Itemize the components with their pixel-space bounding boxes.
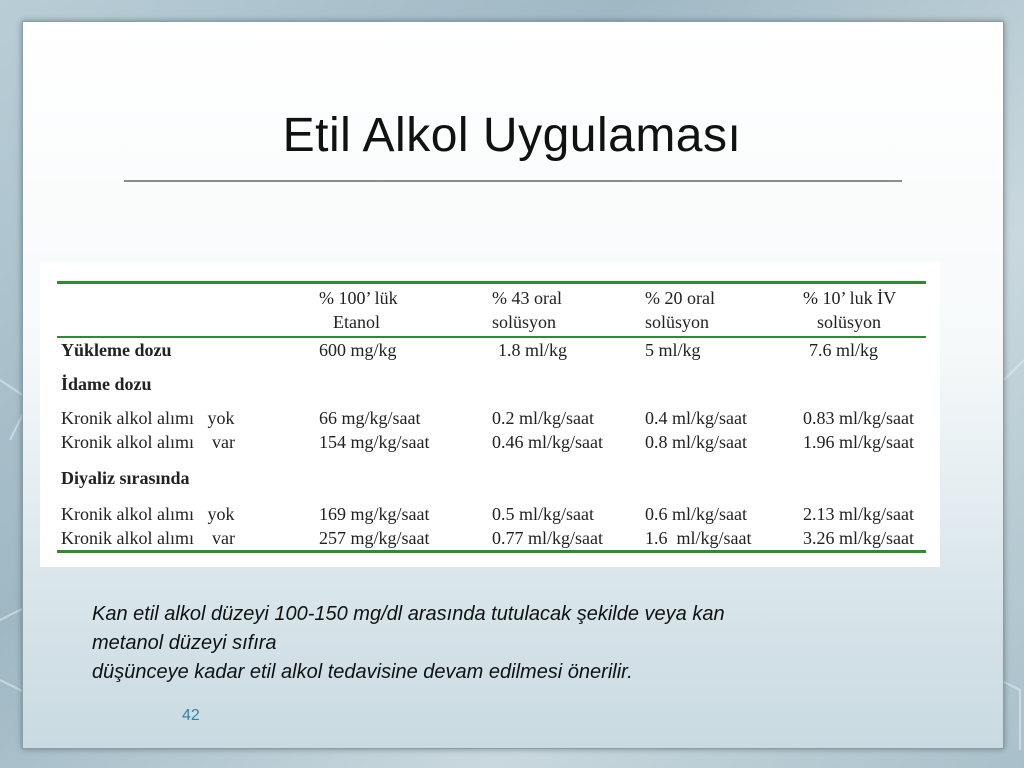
cell-value: 0.8 ml/kg/saat: [645, 432, 747, 452]
table-row: [57, 502, 926, 526]
table-row: [57, 406, 926, 430]
cell-value: 5 ml/kg: [645, 340, 701, 360]
cell-value: 0.2 ml/kg/saat: [492, 408, 594, 428]
cell-value: 0.6 ml/kg/saat: [645, 504, 747, 524]
header-cell-oral43: [488, 283, 641, 338]
cell-value: 1.8 ml/kg: [498, 340, 568, 360]
cell-value: 1.6 ml/kg/saat: [645, 528, 752, 548]
cell-value: 0.77 ml/kg/saat: [492, 528, 603, 548]
row-label: Kronik alkol alımı var: [61, 432, 235, 452]
header-line: % 100’ lük: [319, 288, 398, 308]
row-label: Yükleme dozu: [61, 340, 172, 360]
note-line: Kan etil alkol düzeyi 100-150 mg/dl arasında tutulacak şekilde veya kan: [92, 603, 725, 625]
cell-value: 3.26 ml/kg/saat: [803, 528, 914, 548]
header-line: % 10’ luk İV: [803, 288, 897, 308]
cell-value: 66 mg/kg/saat: [319, 408, 421, 428]
header-line: Etanol: [333, 312, 380, 332]
section-label: İdame dozu: [61, 374, 152, 394]
note-line: düşünceye kadar etil alkol tedavisine devam edilmesi önerilir.: [92, 661, 633, 683]
header-cell-etanol: [315, 283, 488, 338]
cell-value: 2.13 ml/kg/saat: [803, 504, 914, 524]
table-row-yukleme: [57, 337, 926, 362]
cell-value: 154 mg/kg/saat: [319, 432, 430, 452]
header-cell-oral20: [641, 283, 799, 338]
header-line: solüsyon: [492, 312, 557, 332]
row-label: Kronik alkol alımı yok: [61, 408, 235, 428]
note-line: metanol düzeyi sıfıra: [92, 632, 277, 654]
header-cell-iv10: [799, 283, 926, 338]
header-line: % 20 oral: [645, 288, 715, 308]
title-divider: [124, 180, 902, 182]
recommendation-note: [92, 600, 932, 687]
cell-value: 600 mg/kg: [319, 340, 397, 360]
row-label: Kronik alkol alımı var: [61, 528, 235, 548]
header-line: solüsyon: [645, 312, 710, 332]
cell-value: 0.5 ml/kg/saat: [492, 504, 594, 524]
slide-title: Etil Alkol Uygulaması: [282, 109, 742, 162]
page-number: 42: [182, 707, 200, 724]
cell-value: 0.83 ml/kg/saat: [803, 408, 914, 428]
cell-value: 0.4 ml/kg/saat: [645, 408, 747, 428]
table-row: [57, 430, 926, 454]
cell-value: 7.6 ml/kg: [809, 340, 879, 360]
header-line: % 43 oral: [492, 288, 562, 308]
cell-value: 169 mg/kg/saat: [319, 504, 430, 524]
cell-value: 257 mg/kg/saat: [319, 528, 430, 548]
header-cell-empty: [57, 283, 315, 338]
table-panel: [40, 262, 940, 567]
table-section-idame: [57, 362, 926, 406]
dosage-table: [57, 281, 926, 553]
section-label: Diyaliz sırasında: [61, 468, 190, 488]
header-line: solüsyon: [817, 312, 882, 332]
table-section-diyaliz: [57, 454, 926, 502]
table-row: [57, 526, 926, 552]
row-label: Kronik alkol alımı yok: [61, 504, 235, 524]
cell-value: 0.46 ml/kg/saat: [492, 432, 603, 452]
table-header-row: [57, 283, 926, 338]
cell-value: 1.96 ml/kg/saat: [803, 432, 914, 452]
